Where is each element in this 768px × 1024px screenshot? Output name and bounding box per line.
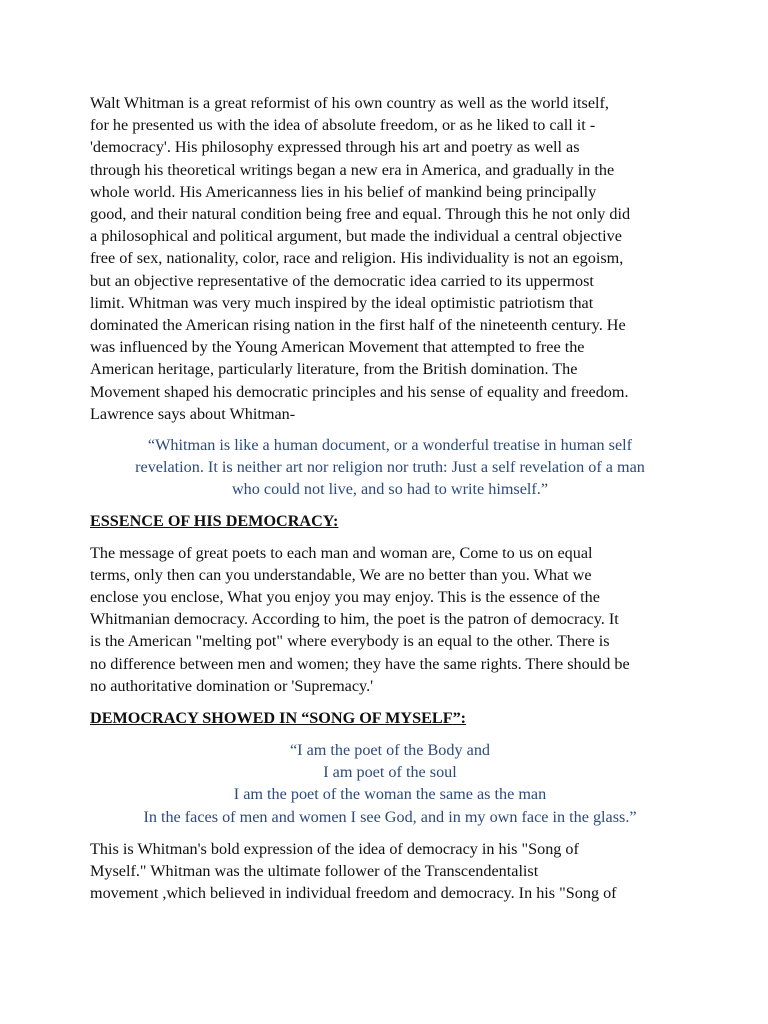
heading-song-of-myself: DEMOCRACY SHOWED IN “SONG OF MYSELF”:	[90, 709, 467, 728]
text-line: no authoritative domination or 'Supremacy.'	[90, 676, 374, 695]
verse-line: “I am the poet of the Body and	[289, 741, 491, 760]
verse-line: I am poet of the soul	[323, 763, 457, 782]
quote-song-of-myself	[90, 739, 690, 828]
text-line: terms, only then can you understandable, We are no better than you. What we	[90, 565, 592, 584]
text-line: movement ,which believed in individual freedom and democracy. In his "Song of	[90, 884, 617, 903]
paragraph-intro	[90, 92, 690, 425]
text-line: dominated the American rising nation in the first half of the nineteenth century. He	[90, 316, 626, 335]
text-line: Movement shaped his democratic principles and his sense of equality and freedom.	[90, 382, 629, 401]
text-line: The message of great poets to each man and woman are, Come to us on equal	[90, 543, 593, 562]
text-line: was influenced by the Young American Movement that attempted to free the	[90, 338, 585, 357]
text-line: limit. Whitman was very much inspired by the ideal optimistic patriotism that	[90, 293, 594, 312]
text-line: no difference between men and women; they have the same rights. There should be	[90, 654, 630, 673]
text-line: for he presented us with the idea of absolute freedom, or as he liked to call it -	[90, 116, 596, 135]
verse-line: I am the poet of the woman the same as the man	[233, 785, 547, 804]
text-line: American heritage, particularly literature, from the British domination. The	[90, 360, 578, 379]
heading-essence-of-democracy: ESSENCE OF HIS DEMOCRACY:	[90, 511, 339, 530]
text-line: 'democracy'. His philosophy expressed through his art and poetry as well as	[90, 138, 580, 157]
text-line: whole world. His Americanness lies in his belief of mankind being principally	[90, 182, 597, 201]
text-line: free of sex, nationality, color, race and religion. His individuality is not an egoism,	[90, 249, 624, 268]
quote-line: who could not live, and so had to write himself.”	[231, 480, 549, 499]
text-line: enclose you enclose, What you enjoy you may enjoy. This is the essence of the	[90, 588, 600, 607]
text-line: Walt Whitman is a great reformist of his own country as well as the world itself,	[90, 94, 609, 112]
text-line: but an objective representative of the democratic idea carried to its uppermost	[90, 271, 594, 290]
text-line: This is Whitman's bold expression of the idea of democracy in his "Song of	[90, 839, 579, 858]
text-line: a philosophical and political argument, but made the individual a central objective	[90, 227, 622, 246]
verse-line: In the faces of men and women I see God, and in my own face in the glass.”	[143, 807, 637, 826]
paragraph-essence	[90, 542, 690, 697]
quote-line: “Whitman is like a human document, or a wonderful treatise in human self	[147, 436, 633, 455]
text-line: Myself." Whitman was the ultimate follower of the Transcendentalist	[90, 862, 539, 881]
paragraph-song-analysis	[90, 838, 690, 905]
quote-lawrence	[90, 434, 690, 501]
text-line: good, and their natural condition being free and equal. Through this he not only did	[90, 205, 631, 224]
text-line: through his theoretical writings began a new era in America, and gradually in the	[90, 160, 615, 179]
quote-line: revelation. It is neither art nor religion nor truth: Just a self revelation of a man	[135, 458, 645, 477]
text-line: is the American "melting pot" where everybody is an equal to the other. There is	[90, 632, 610, 651]
text-line: Whitmanian democracy. According to him, the poet is the patron of democracy. It	[90, 610, 619, 629]
document-page	[90, 92, 690, 905]
text-line: Lawrence says about Whitman-	[90, 404, 296, 423]
